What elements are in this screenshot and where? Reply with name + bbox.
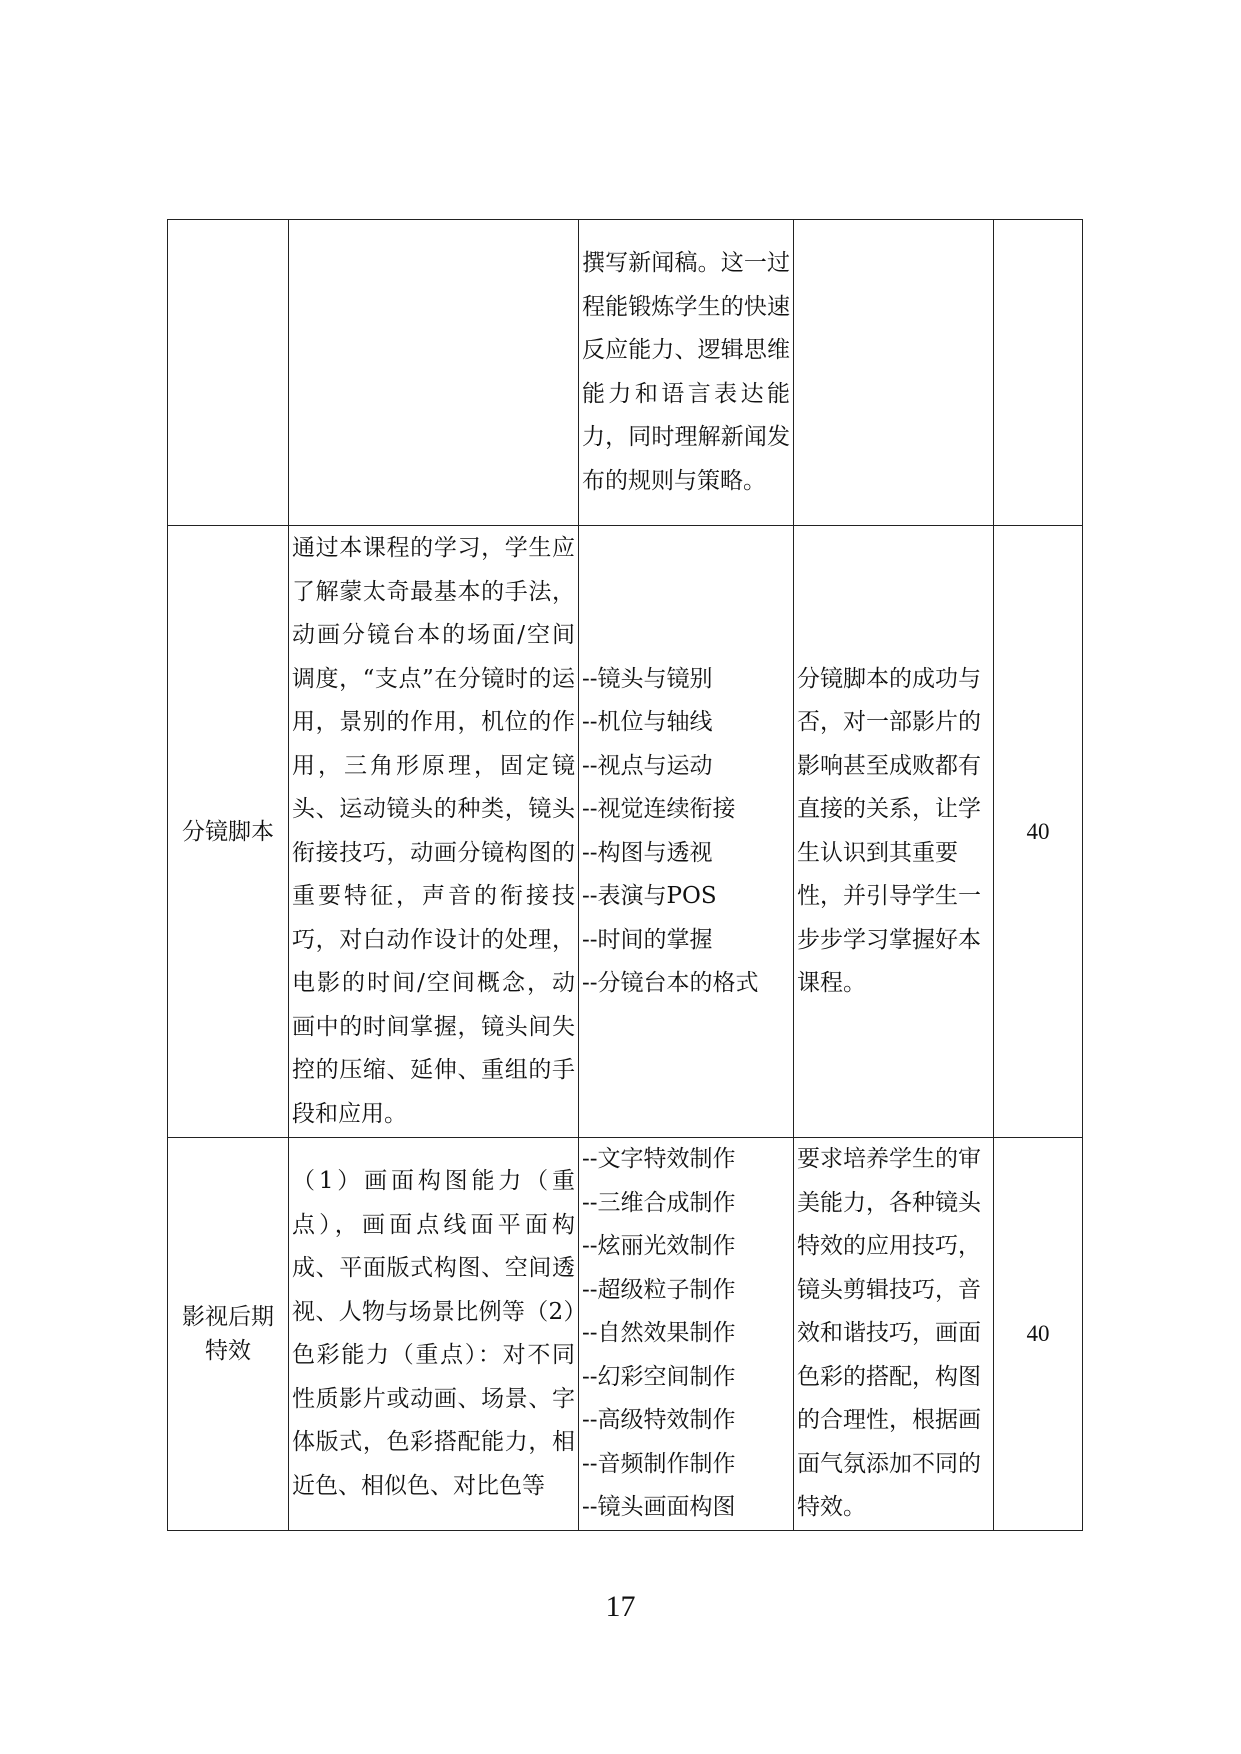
list-item: --时间的掌握 [582,926,713,953]
course-name-cell: 分镜脚本 [168,526,289,1138]
list-item: --视觉连续衔接 [582,796,736,822]
course-name-cell: 影视后期特效 [168,1138,289,1531]
course-hours-cell: 40 [994,1138,1083,1531]
content-list [582,1138,790,1530]
list-item: --视点与运动 [582,752,713,779]
course-requirements-cell [794,220,994,526]
list-item: --机位与轴线 [582,709,713,735]
page-number: 17 [605,1590,636,1623]
list-item: --音频制作制作 [582,1450,736,1477]
list-item: --文字特效制作 [582,1146,736,1173]
list-item: --超级粒子制作 [582,1276,736,1303]
list-item: --自然效果制作 [582,1320,736,1347]
content-list [582,658,790,1006]
list-item: --幻彩空间制作 [582,1363,736,1390]
list-item: --镜头与镜别 [582,665,713,692]
course-hours-cell [994,220,1083,526]
list-item: --分镜台本的格式 [582,970,759,996]
list-item: --炫丽光效制作 [582,1233,736,1260]
table-row [168,1138,1083,1531]
course-goal-cell: （1）画面构图能力（重点），画面点线面平面构成、平面版式构图、空间透视、人物与场景比例等（2）色彩能力（重点）：对不同性质影片或动画、场景、字体版式，色彩搭配能力，相近色、相似色、对比色等 [289,1138,579,1531]
list-item: --三维合成制作 [582,1189,736,1216]
course-content-cell: 撰写新闻稿。这一过程能锻炼学生的快速反应能力、逻辑思维能力和语言表达能力，同时理解新闻发布的规则与策略。 [579,220,794,526]
course-hours-cell: 40 [994,526,1083,1138]
list-item: --镜头画面构图 [582,1494,736,1521]
table-row [168,526,1083,1138]
table-row [168,220,1083,526]
course-goal-cell: 通过本课程的学习，学生应了解蒙太奇最基本的手法，动画分镜台本的场面/空间调度，“支点”在分镜时的运用，景别的作用，机位的作用，三角形原理，固定镜头、运动镜头的种类，镜头衔接技巧，动画分镜构图的重要特征，声音的衔接技巧，对白动作设计的处理，电影的时间/空间概念，动画中的时间掌握，镜头间失控的压缩、延伸、重组的手段和应用。 [289,526,579,1138]
list-item: --构图与透视 [582,839,713,866]
list-item: --高级特效制作 [582,1407,736,1434]
course-name-cell [168,220,289,526]
course-requirements-cell: 要求培养学生的审美能力，各种镜头特效的应用技巧，镜头剪辑技巧，音效和谐技巧，画面色彩的搭配，构图的合理性，根据画面气氛添加不同的特效。 [794,1138,994,1531]
course-requirements-cell: 分镜脚本的成功与否，对一部影片的影响甚至成败都有直接的关系，让学生认识到其重要性，并引导学生一步步学习掌握好本课程。 [794,526,994,1138]
course-content-cell [579,526,794,1138]
course-goal-cell [289,220,579,526]
list-item: --表演与POS [582,883,717,909]
course-content-cell [579,1138,794,1531]
course-table [167,219,1083,1531]
